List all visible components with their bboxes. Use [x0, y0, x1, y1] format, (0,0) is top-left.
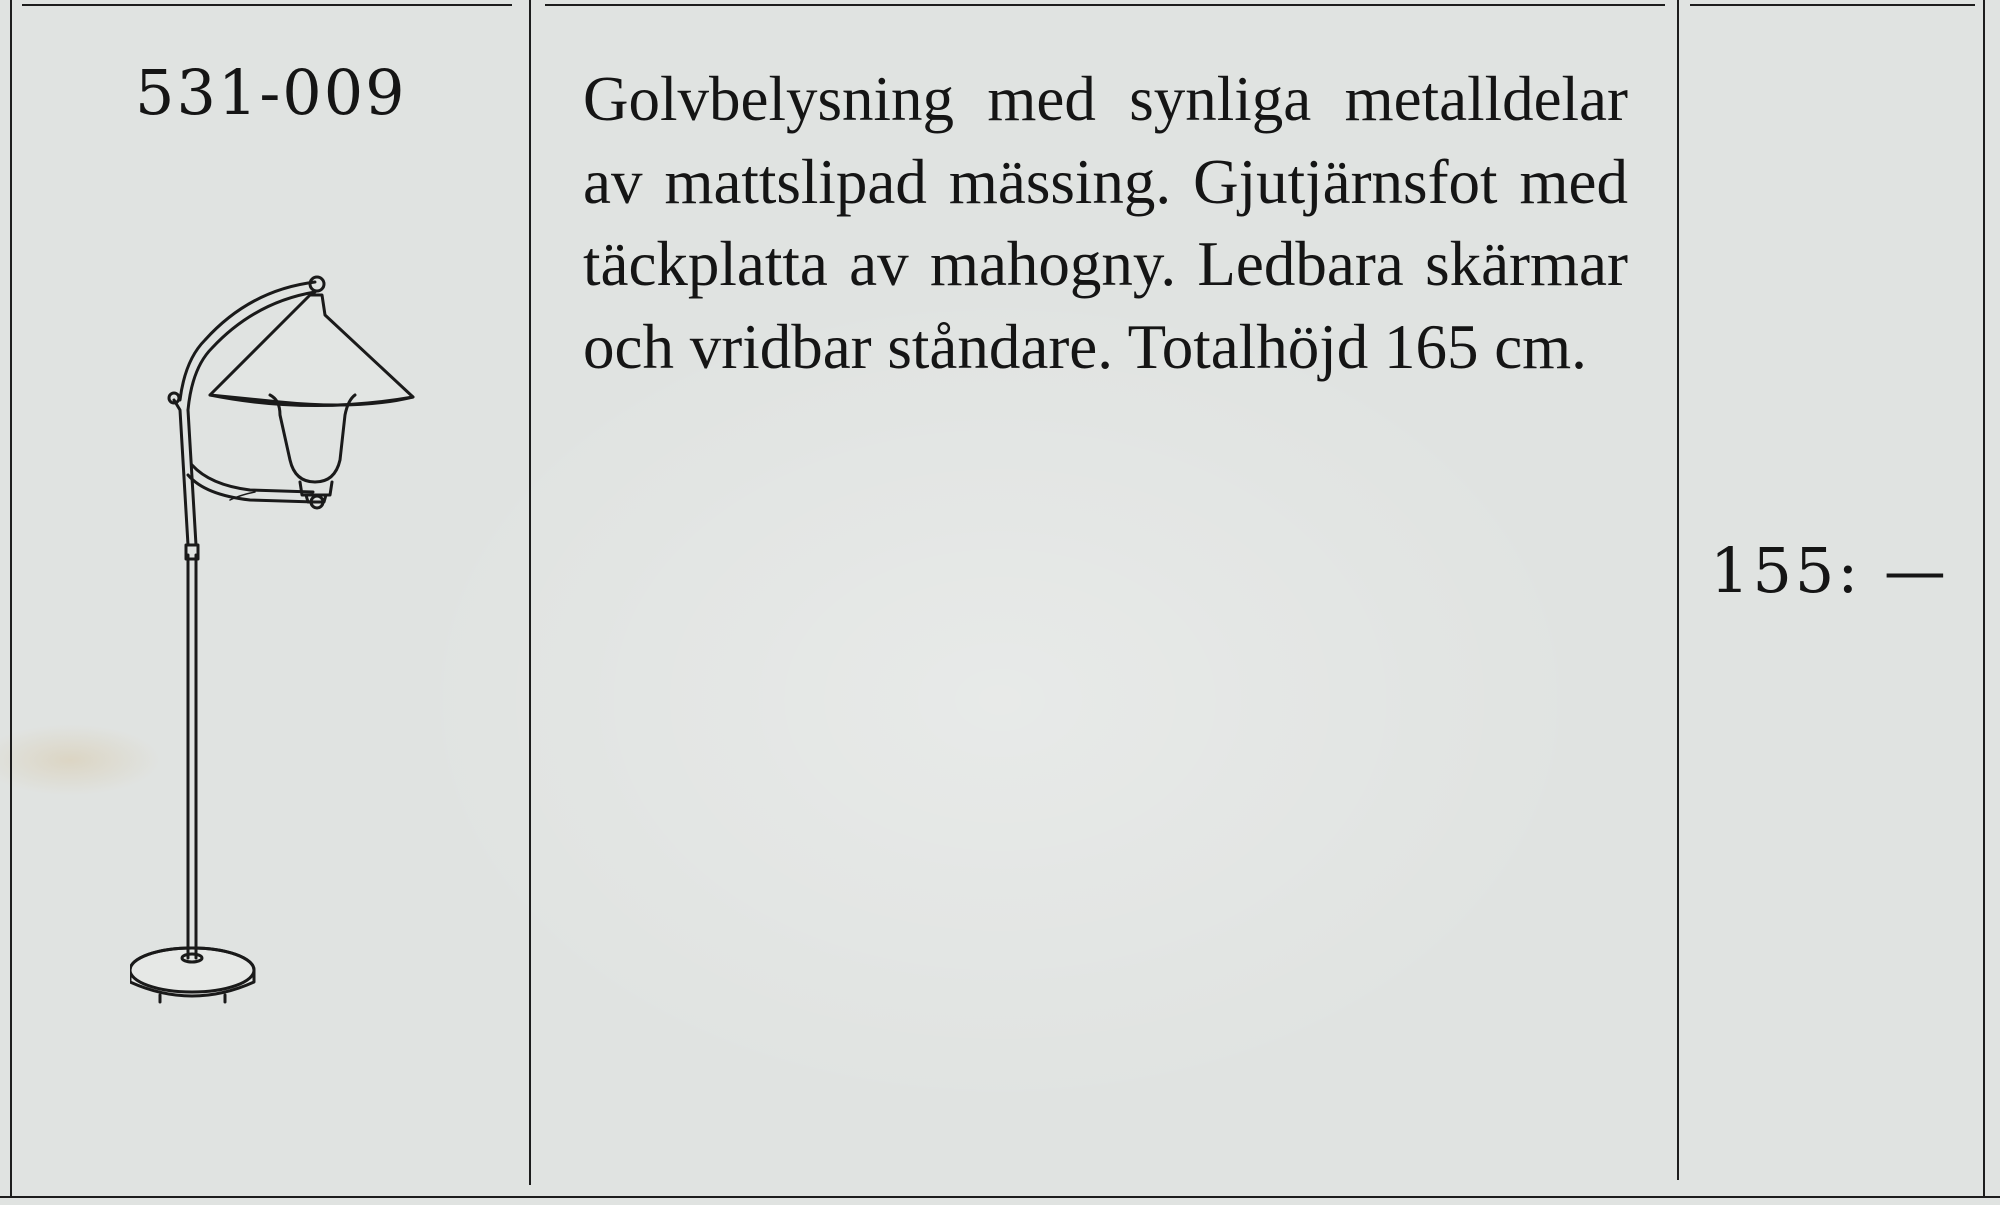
floor-lamp-icon — [130, 270, 450, 1010]
product-description: Golvbelysning med synliga metalldelar av mattslipad mässing. Gjutjärnsfot med täckplatta av mahogny. Ledbara skärmar och vridbar ståndare. Totalhöjd 165 cm. — [583, 64, 1628, 382]
bottom-rule — [0, 1196, 2000, 1198]
column-rule-1 — [529, 0, 531, 1185]
column-rule-right-edge — [1983, 0, 1985, 1196]
top-rule-left — [22, 4, 512, 6]
top-rule-middle — [545, 4, 1665, 6]
article-number: 531-009 — [135, 56, 407, 129]
column-rule-2 — [1677, 0, 1679, 1180]
top-rule-right — [1690, 4, 1975, 6]
price: 155: — — [1710, 534, 1949, 607]
column-rule-left-edge — [10, 0, 12, 1196]
